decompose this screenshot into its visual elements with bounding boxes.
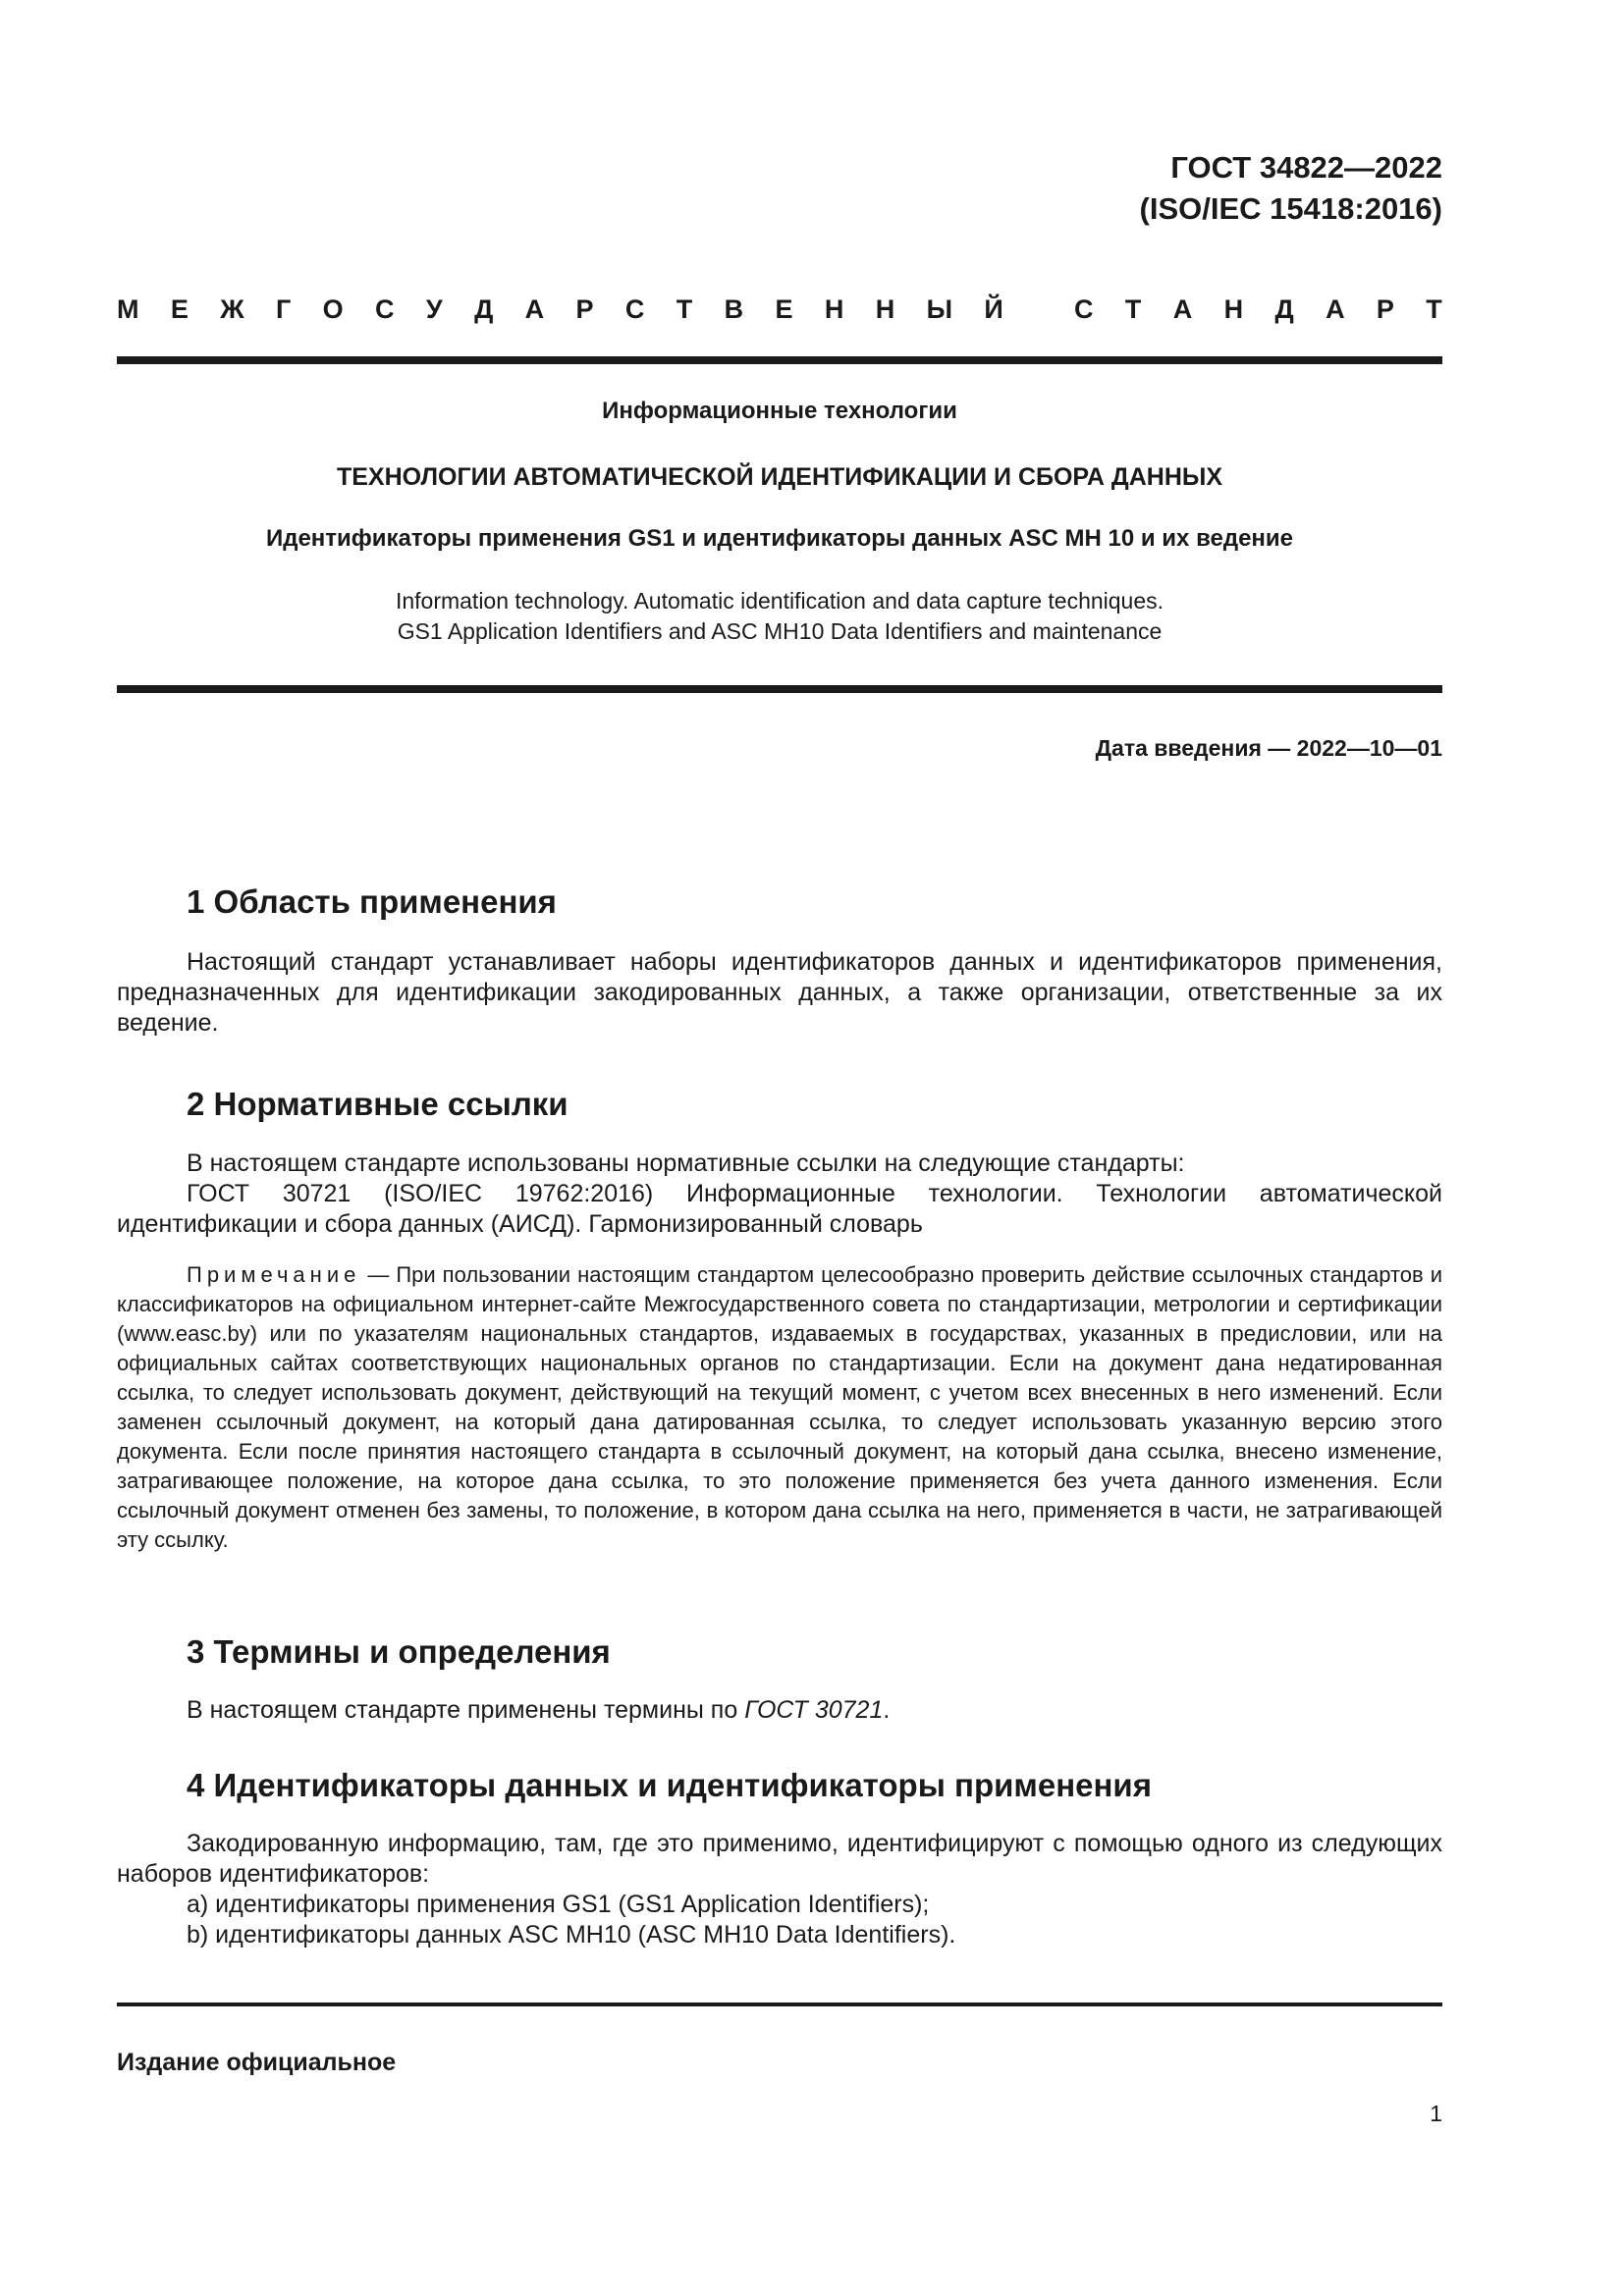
heading-letter: Р [575, 294, 594, 324]
title-sub: Идентификаторы применения GS1 и идентификаторы данных ASC MH 10 и их ведение [265, 525, 1294, 552]
list-item: а) идентификаторы применения GS1 (GS1 Application Identifiers); [187, 1891, 930, 1918]
heading-letter: С [1074, 294, 1094, 324]
heading-letter: Е [775, 294, 793, 324]
heading-letter: О [322, 294, 344, 324]
heading-letter: Й [984, 294, 1003, 324]
heading-letter: Т [676, 294, 693, 324]
heading-letter: М [117, 294, 139, 324]
heading-letter: Ы [926, 294, 953, 324]
section-2-heading: 2 Нормативные ссылки [187, 1086, 568, 1122]
section-3-reference: ГОСТ 30721 [744, 1696, 884, 1724]
section-1-heading: 1 Область применения [187, 883, 557, 920]
section-1-text [117, 947, 1442, 1039]
section-4-list [187, 1890, 1443, 1950]
section-2-text [117, 1148, 1442, 1240]
heading-letter: А [1172, 294, 1193, 324]
section-3-heading: 3 Термины и определения [187, 1633, 611, 1670]
section-4-heading: 4 Идентификаторы данных и идентификаторы применения [187, 1767, 1152, 1803]
heading-letter: Р [1376, 294, 1394, 324]
heading-letter: Д [474, 294, 494, 324]
title-rule [117, 685, 1442, 693]
section-2-reference: ГОСТ 30721 (ISO/IEC 19762:2016) Информационные технологии. Технологии автоматической идентификации и сбора данных (АИСД). Гармонизированный словарь [117, 1180, 1442, 1238]
designation-iso: (ISO/IEC 15418:2016) [1139, 191, 1442, 226]
introduction-date: Дата введения — 2022—10—01 [1095, 735, 1442, 761]
note-text: — При пользовании настоящим стандартом целесообразно проверить действие ссылочных стандартов и классификаторов на официальном интернет-сайте Межгосударственного совета по стандартизации, метрологии и сертификации (www.easc.by) или по указателям национальных стандартов, издаваемых в государствах, указанных в предисловии, или на официальных сайтах соответствующих национальных органов по стандартизации. Если на документ дана недатированная ссылка, то следует использовать документ, действующий на текущий момент, с учетом всех внесенных в него изменений. Если заменен ссылочный документ, на который дана датированная ссылка, то следует использовать указанную версию этого документа. Если после принятия настоящего стандарта в ссылочный документ, на который дана ссылка, внесено изменение, затрагивающее положение, на которое дана ссылка, то это положение применяется без учета данного изменения. Если ссылочный документ отменен без замены, то положение, в котором дана ссылка на него, применяется в части, не затрагивающей эту ссылку. [117, 1262, 1442, 1552]
note-label: Примечание [187, 1262, 361, 1287]
heading-letter: Т [1124, 294, 1142, 324]
footer-rule [117, 2002, 1442, 2006]
page-number: 1 [1430, 2101, 1442, 2126]
heading-letter: У [425, 294, 443, 324]
heading-letter: А [1326, 294, 1345, 324]
top-rule [117, 356, 1442, 364]
heading-letter: Д [1274, 294, 1294, 324]
section-3-text-before: В настоящем стандарте применены термины по [187, 1696, 745, 1724]
section-1-paragraph: Настоящий стандарт устанавливает наборы идентификаторов данных и идентификаторов применения, предназначенных для идентификации закодированных данных, а также организации, ответственные за их ведение. [117, 948, 1442, 1037]
heading-letter: С [375, 294, 395, 324]
title-english-line2: GS1 Application Identifiers and ASC MH10 Data Identifiers and maintenance [397, 618, 1163, 644]
heading-letter: Т [1426, 294, 1442, 324]
section-4-text [117, 1829, 1442, 1890]
title-general: Информационные технологии [602, 398, 957, 424]
heading-letter: Ж [220, 294, 244, 324]
heading-letter: В [724, 294, 744, 324]
section-3-text [187, 1695, 1443, 1726]
heading-letter: Н [824, 294, 844, 324]
heading-letter: С [624, 294, 645, 324]
section-2-intro: В настоящем стандарте использованы нормативные ссылки на следующие стандарты: [187, 1149, 1185, 1177]
heading-letter: Г [276, 294, 292, 324]
section-3-text-after: . [883, 1696, 891, 1724]
section-2-note [117, 1260, 1442, 1555]
official-edition-label: Издание официальное [117, 2049, 397, 2076]
designation-gost: ГОСТ 34822—2022 [1170, 150, 1442, 185]
title-english-line1: Information technology. Automatic identification and data capture techniques. [395, 588, 1164, 614]
standard-type-heading [117, 293, 1442, 326]
title-english [117, 586, 1442, 647]
heading-letter: А [524, 294, 545, 324]
heading-letter: Н [875, 294, 895, 324]
word-gap [1035, 293, 1043, 326]
heading-letter: Е [170, 294, 189, 324]
list-item: b) идентификаторы данных ASC MH10 (ASC MH10 Data Identifiers). [187, 1921, 956, 1949]
standard-designation [117, 147, 1442, 230]
section-4-paragraph: Закодированную информацию, там, где это применимо, идентифицируют с помощью одного из следующих наборов идентификаторов: [117, 1830, 1442, 1888]
heading-letter: Н [1223, 294, 1244, 324]
title-main: ТЕХНОЛОГИИ АВТОМАТИЧЕСКОЙ ИДЕНТИФИКАЦИИ И СБОРА ДАННЫХ [336, 463, 1223, 491]
